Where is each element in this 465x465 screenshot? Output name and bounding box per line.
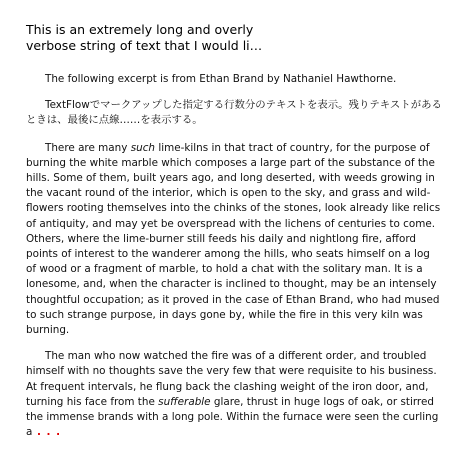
paragraph-1-text-end: lime-kilns in that tract of country, for the purpose of burning the white marble which composes a large part of the substance of the hills. Some of them, built years ago, and long deserted, with weeds growing in the vacant round of the interior, which is open to the sky, and grass and wild-flowers rooting themselves into the chinks of the stones, look already like relics of antiquity, and may yet be overspread with the lichens of centuries to come. Others, where the lime-burner still feeds his daily and nightlong fire, afford points of interest to the wanderer among the hills, who seats himself on a log of wood or a fragment of marble, to hold a chat with the solitary man. It is a lonesome, and, when the character is inclined to thought, may be an intensely thoughtful occupation; as it proved in the case of Ethan Brand, who had mused to such strange purpose, in days gone by, while the fire in this very kiln was burning. bbox=[26, 141, 441, 337]
excerpt-paragraph-1 bbox=[26, 141, 442, 339]
intro-paragraph: The following excerpt is from Ethan Brand by Nathaniel Hawthorne. bbox=[45, 73, 397, 85]
truncated-heading bbox=[26, 22, 356, 54]
paragraph-2-text-start: The man who now watched the fire was of a different order, and troubled himself with no thoughts save the very few that were requisite to his business. At frequent intervals, he flung back the clashing weight of the iron door, and, turning his face from the bbox=[26, 350, 437, 408]
excerpt-paragraph-2 bbox=[26, 349, 442, 440]
paragraph-1-text-start: There are many bbox=[45, 141, 131, 154]
paragraph-2-emphasis: sufferable bbox=[158, 395, 211, 408]
text-flow-body bbox=[26, 72, 442, 451]
heading-line-1: This is an extremely long and overly bbox=[26, 22, 254, 37]
truncation-ellipsis: . . . bbox=[32, 426, 62, 439]
paragraph-1-emphasis: such bbox=[130, 141, 156, 154]
paragraph-2-text-end: glare, thrust in huge logs of oak, or stirred the immense brands with a long pole. Within the furnace were seen the curling a bbox=[26, 395, 439, 439]
heading-line-2: verbose string of text that I would li… bbox=[26, 38, 263, 53]
japanese-paragraph: TextFlowでマークアップした指定する行数分のテキストを表示。残りテキストがあるときは、最後に点線……を表示する。 bbox=[26, 99, 442, 127]
